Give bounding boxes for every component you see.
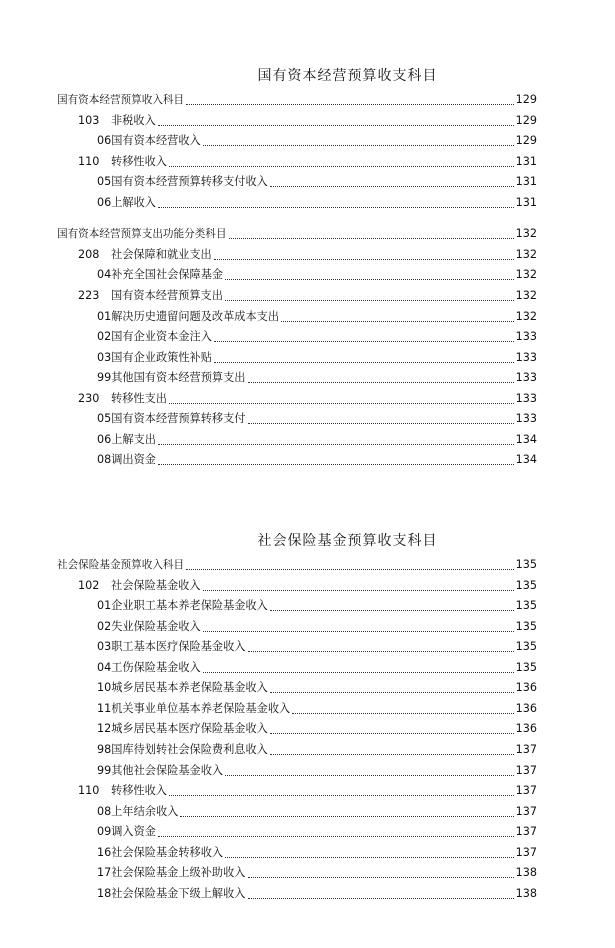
dot-leader [214,259,514,260]
toc-label: 17社会保险基金上级补助收入 [97,866,246,880]
toc-page-number: 133 [515,412,537,426]
toc-page-number: 135 [515,578,537,592]
toc-page-number: 132 [515,247,537,261]
toc-label: 国有资本经营预算收入科目 [57,94,185,106]
dot-leader [203,631,514,632]
toc-item-row[interactable] [97,172,537,192]
toc-label: 转移性收入 [111,154,167,168]
toc-page-number: 132 [515,309,537,323]
toc-page-number: 129 [515,134,537,148]
toc-label: 02失业保险基金收入 [97,619,201,633]
dot-leader [248,898,514,899]
dot-leader [203,145,514,146]
toc-page-number: 135 [515,619,537,633]
toc-label: 06上解支出 [97,432,156,446]
toc-category-row[interactable] [57,555,537,575]
toc-item-row[interactable] [97,193,537,213]
toc-label: 转移性支出 [111,391,167,405]
toc-label: 16社会保险基金转移收入 [97,845,224,859]
toc-item-row[interactable] [97,761,537,781]
toc-item-row[interactable] [97,740,537,760]
toc-page-number: 131 [515,175,537,189]
toc-label: 05国有资本经营预算转移支付 [97,412,246,426]
dot-leader [158,464,514,465]
toc-label: 12城乡居民基本医疗保险基金收入 [97,722,268,736]
dot-leader [270,186,514,187]
toc-page-number: 137 [515,784,537,798]
toc-code: 230 [78,391,100,405]
toc-label: 国有资本经营预算支出 [111,288,223,302]
dot-leader [270,692,514,693]
dot-leader [225,857,514,858]
toc-item-row[interactable] [97,822,537,842]
toc-code: 103 [78,113,100,127]
toc-label: 非税收入 [111,113,156,127]
toc-label: 18社会保险基金下级上解收入 [97,886,246,900]
dot-leader [158,207,514,208]
toc-label: 01解决历史遗留问题及改革成本支出 [97,309,280,323]
dot-leader [248,877,514,878]
toc-page-number: 137 [515,825,537,839]
toc-label: 社会保障和就业支出 [111,247,212,261]
toc-item-row[interactable] [97,307,537,327]
toc-label: 04补充全国社会保障基金 [97,268,224,282]
toc-item-row[interactable] [97,802,537,822]
dot-leader [229,238,514,239]
toc-page-number: 135 [515,599,537,613]
dot-leader [158,125,514,126]
toc-item-row[interactable] [97,843,537,863]
toc-category-row[interactable] [57,90,537,110]
toc-category-row[interactable] [57,224,537,244]
toc-page-number: 133 [515,391,537,405]
toc-label: 10城乡居民基本养老保险基金收入 [97,681,268,695]
toc-item-row[interactable] [97,658,537,678]
toc-code: 223 [78,288,100,302]
toc-section [0,66,615,467]
toc-label: 02国有企业资本金注入 [97,330,212,344]
dot-leader [225,775,514,776]
dot-leader [214,341,514,342]
toc-item-row[interactable] [97,327,537,347]
dot-leader [169,403,514,404]
toc-code: 208 [78,247,100,261]
dot-leader [225,279,514,280]
dot-leader [281,321,514,322]
dot-leader [180,816,513,817]
toc-item-row[interactable] [97,265,537,285]
dot-leader [248,423,514,424]
toc-code: 110 [78,784,100,798]
toc-item-row[interactable] [97,863,537,883]
toc-code: 110 [78,154,100,168]
toc-page-number: 138 [515,886,537,900]
toc-item-row[interactable] [97,699,537,719]
toc-page-number: 136 [515,701,537,715]
toc-label: 06上解收入 [97,195,156,209]
toc-item-row[interactable] [97,348,537,368]
dot-leader [169,166,514,167]
toc-page-number: 129 [515,113,537,127]
dot-leader [203,672,514,673]
toc-label: 08上年结余收入 [97,804,179,818]
section-title: 社会保险基金预算收支科目 [257,533,438,549]
toc-page-number: 132 [515,227,537,241]
toc-label: 01企业职工基本养老保险基金收入 [97,599,268,613]
dot-leader [248,651,514,652]
dot-leader [270,733,514,734]
toc-item-row[interactable] [97,430,537,450]
dot-leader [203,590,514,591]
toc-label: 98国库待划转社会保险费利息收入 [97,742,268,756]
dot-leader [169,795,514,796]
toc-item-row[interactable] [97,637,537,657]
toc-label: 99其他国有资本经营预算支出 [97,371,246,385]
toc-item-row[interactable] [97,884,537,904]
dot-leader [292,713,513,714]
toc-page-number: 129 [515,93,537,106]
toc-class-row[interactable] [78,245,537,265]
toc-class-row[interactable] [78,781,537,801]
section-title: 国有资本经营预算收支科目 [257,68,438,84]
toc-item-row[interactable] [97,131,537,151]
toc-page-number: 131 [515,154,537,168]
toc-label: 国有资本经营预算支出功能分类科目 [57,228,227,241]
toc-page-number: 135 [515,660,537,674]
toc-page-number: 131 [515,195,537,209]
toc-label: 99其他社会保险基金收入 [97,763,224,777]
toc-page-number: 135 [515,640,537,654]
dot-leader [186,104,514,105]
dot-leader [270,754,514,755]
toc-label: 09调入资金 [97,825,156,839]
toc-label: 04工伤保险基金收入 [97,660,201,674]
toc-page-number: 133 [515,330,537,344]
toc-page-number: 137 [515,845,537,859]
toc-page-number: 136 [515,722,537,736]
toc-class-row[interactable] [78,286,537,306]
toc-label: 社会保险基金收入 [111,578,201,592]
toc-page-number: 137 [515,742,537,756]
toc-class-row[interactable] [78,152,537,172]
dot-leader [225,300,514,301]
toc-label: 03职工基本医疗保险基金收入 [97,640,246,654]
toc-class-row[interactable] [78,389,537,409]
dot-leader [270,610,514,611]
toc-code: 102 [78,578,100,592]
toc-label: 转移性收入 [111,784,167,798]
toc-item-row[interactable] [97,409,537,429]
dot-leader [158,444,514,445]
dot-leader [248,382,514,383]
toc-item-row[interactable] [97,368,537,388]
dot-leader [214,362,514,363]
toc-item-row[interactable] [97,596,537,616]
toc-label: 06国有资本经营收入 [97,134,201,148]
toc-item-row[interactable] [97,678,537,698]
toc-page-number: 135 [515,558,537,571]
toc-page-number: 137 [515,804,537,818]
toc-item-row[interactable] [97,450,537,470]
toc-page-number: 133 [515,371,537,385]
toc-page-number: 132 [515,288,537,302]
toc-label: 05国有资本经营预算转移支付收入 [97,175,268,189]
toc-page-number: 138 [515,866,537,880]
toc-item-row[interactable] [97,719,537,739]
dot-leader [158,836,514,837]
toc-page-number: 134 [515,453,537,467]
toc-label: 社会保险基金预算收入科目 [57,559,185,571]
toc-label: 11机关事业单位基本养老保险基金收入 [97,701,291,715]
toc-label: 03国有企业政策性补贴 [97,350,212,364]
toc-page-number: 133 [515,350,537,364]
toc-page-number: 137 [515,763,537,777]
toc-label: 08调出资金 [97,453,156,467]
toc-class-row[interactable] [78,576,537,596]
toc-item-row[interactable] [97,617,537,637]
toc-class-row[interactable] [78,111,537,131]
toc-page-number: 132 [515,268,537,282]
toc-page-number: 134 [515,432,537,446]
toc-page-number: 136 [515,681,537,695]
dot-leader [186,569,514,570]
toc-section [0,531,615,900]
